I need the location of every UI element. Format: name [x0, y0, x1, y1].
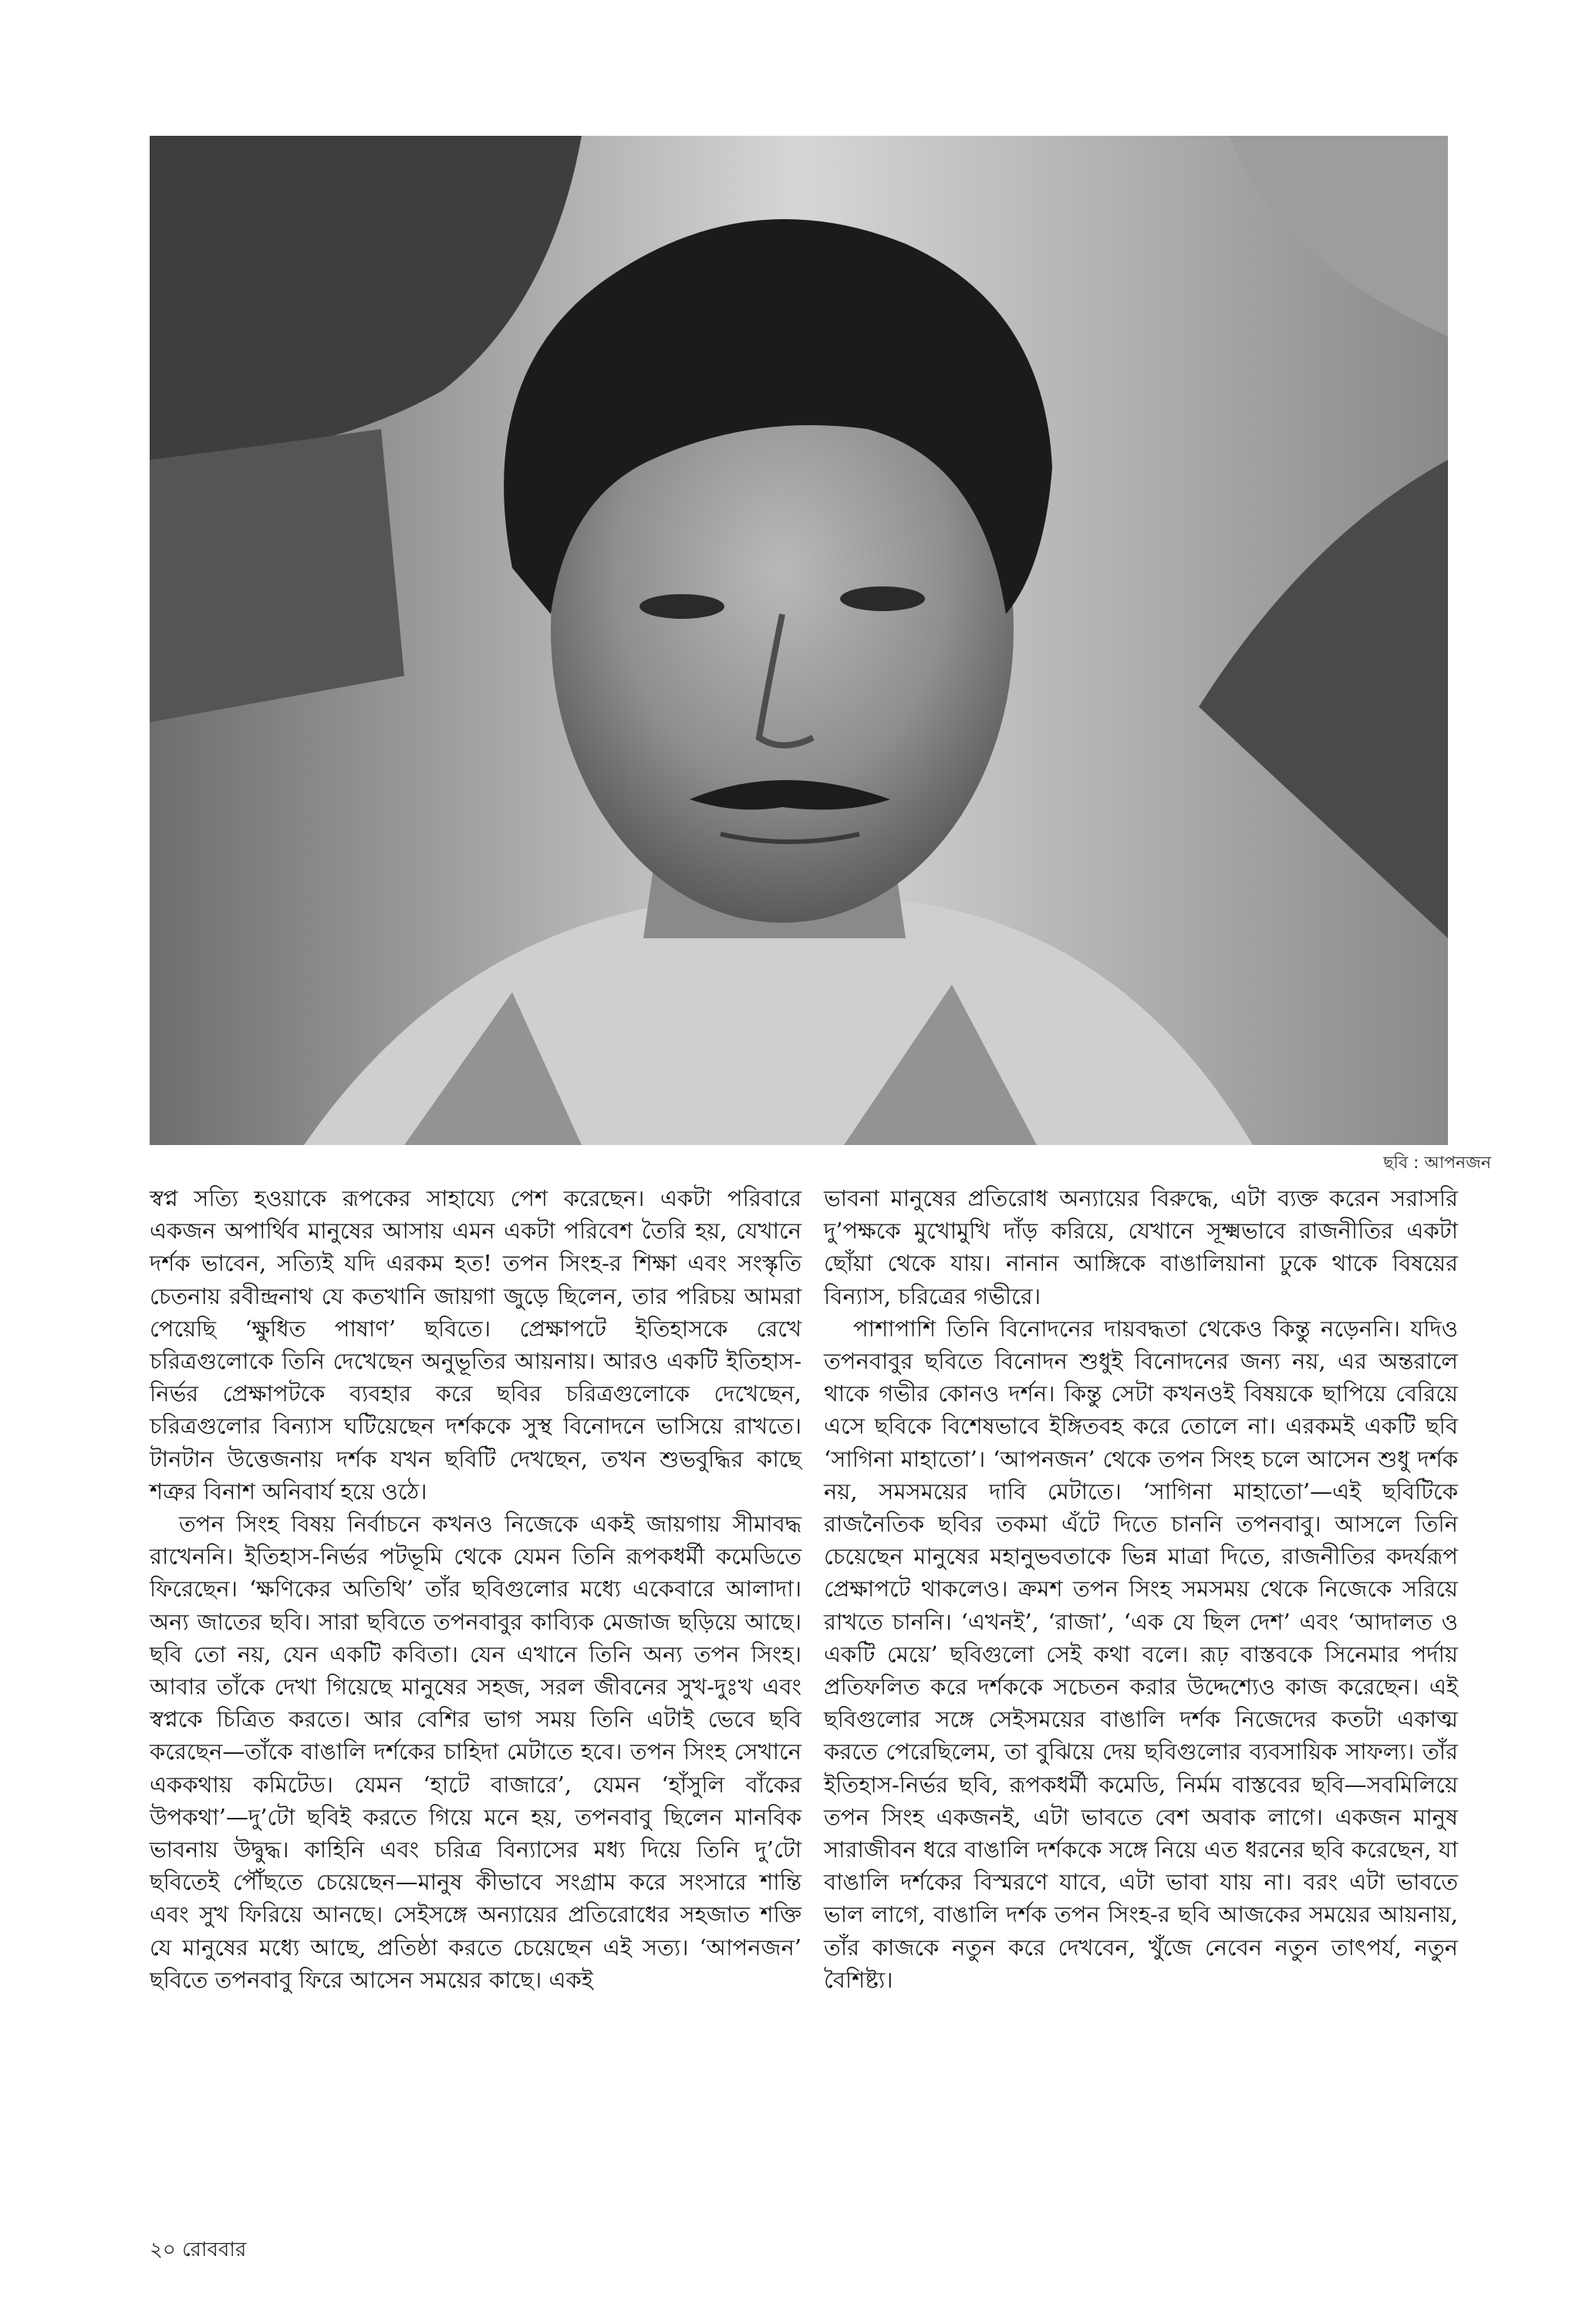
- article-column-left: [150, 1182, 801, 1996]
- article-paragraph: স্বপ্ন সত্যি হওয়াকে রূপকের সাহায্যে পেশ করেছেন। একটা পরিবারে একজন অপার্থিব মানুষের আসায় এমন একটা পরিবেশ তৈরি হয়, যেখানে দর্শক ভাবেন, সত্যিই যদি এরকম হত! তপন সিংহ-র শিক্ষা এবং সংস্কৃতি চেতনায় রবীন্দ্রনাথ যে কতখানি জায়গা জুড়ে ছিলেন, তার পরিচয় আমরা পেয়েছি ‘ক্ষুধিত পাষাণ’ ছবিতে। প্রেক্ষাপটে ইতিহাসকে রেখে চরিত্রগুলোকে তিনি দেখেছেন অনুভূতির আয়নায়। আরও একটি ইতিহাস-নির্ভর প্রেক্ষাপটকে ব্যবহার করে ছবির চরিত্রগুলোকে দেখেছেন, চরিত্রগুলোর বিন্যাস ঘটিয়েছেন দর্শককে সুস্থ বিনোদনে ভাসিয়ে রাখতে। টানটান উত্তেজনায় দর্শক যখন ছবিটি দেখছেন, তখন শুভবুদ্ধির কাছে শত্রুর বিনাশ অনিবার্য হয়ে ওঠে।: [150, 1185, 801, 1505]
- article-column-right: [824, 1182, 1458, 1996]
- article-paragraph: পাশাপাশি তিনি বিনোদনের দায়বদ্ধতা থেকেও কিন্তু নড়েননি। যদিও তপনবাবুর ছবিতে বিনোদন শুধুই বিনোদনের জন্য নয়, এর অন্তরালে থাকে গভীর কোনও দর্শন। কিন্তু সেটা কখনওই বিষয়কে ছাপিয়ে বেরিয়ে এসে ছবিকে বিশেষভাবে ইঙ্গিতবহ করে তোলে না। এরকমই একটি ছবি ‘সাগিনা মাহাতো’। ‘আপনজন’ থেকে তপন সিংহ চলে আসেন শুধু দর্শক নয়, সমসময়ের দাবি মেটাতে। ‘সাগিনা মাহাতো’—এই ছবিটিকে রাজনৈতিক ছবির তকমা এঁটে দিতে চাননি তপনবাবু। আসলে তিনি চেয়েছেন মানুষের মহানুভবতাকে ভিন্ন মাত্রা দিতে, রাজনীতির কদর্যরূপ প্রেক্ষাপটে থাকলেও। ক্রমশ তপন সিংহ সমসময় থেকে নিজেকে সরিয়ে রাখতে চাননি। ‘এখনই’, ‘রাজা’, ‘এক যে ছিল দেশ’ এবং ‘আদালত ও একটি মেয়ে’ ছবিগুলো সেই কথা বলে। রূঢ় বাস্তবকে সিনেমার পর্দায় প্রতিফলিত করে দর্শককে সচেতন করার উদ্দেশ্যেও কাজ করেছেন। এই ছবিগুলোর সঙ্গে সেইসময়ের বাঙালি দর্শক নিজেদের কতটা একাত্ম করতে পেরেছিলেম, তা বুঝিয়ে দেয় ছবিগুলোর ব্যবসায়িক সাফল্য। তাঁর ইতিহাস-নির্ভর ছবি, রূপকধর্মী কমেডি, নির্মম বাস্তবের ছবি—সবমিলিয়ে তপন সিংহ একজনই, এটা ভাবতে বেশ অবাক লাগে। একজন মানুষ সারাজীবন ধরে বাঙালি দর্শককে সঙ্গে নিয়ে এত ধরনের ছবি করেছেন, যা বাঙালি দর্শকের বিস্মরণে যাবে, এটা ভাবা যায় না। বরং এটা ভাবতে ভাল লাগে, বাঙালি দর্শক তপন সিংহ-র ছবি আজকের সময়ের আয়নায়, তাঁর কাজকে নতুন করে দেখবেন, খুঁজে নেবেন নতুন তাৎপর্য, নতুন বৈশিষ্ট্য।: [824, 1315, 1458, 1993]
- article-paragraph: ভাবনা মানুষের প্রতিরোধ অন্যায়ের বিরুদ্ধে, এটা ব্যক্ত করেন সরাসরি দু’পক্ষকে মুখোমুখি দাঁড় করিয়ে, যেখানে সূক্ষ্মভাবে রাজনীতির একটা ছোঁয়া থেকে যায়। নানান আঙ্গিকে বাঙালিয়ানা ঢুকে থাকে বিষয়ের বিন্যাস, চরিত্রের গভীরে।: [824, 1185, 1458, 1309]
- page-folio: ২০ রোববার: [150, 2238, 247, 2262]
- article-paragraph: তপন সিংহ বিষয় নির্বাচনে কখনও নিজেকে একই জায়গায় সীমাবদ্ধ রাখেননি। ইতিহাস-নির্ভর পটভূমি থেকে যেমন তিনি রূপকধর্মী কমেডিতে ফিরেছেন। ‘ক্ষণিকের অতিথি’ তাঁর ছবিগুলোর মধ্যে একেবারে আলাদা। অন্য জাতের ছবি। সারা ছবিতে তপনবাবুর কাব্যিক মেজাজ ছড়িয়ে আছে। ছবি তো নয়, যেন একটি কবিতা। যেন এখানে তিনি অন্য তপন সিংহ। আবার তাঁকে দেখা গিয়েছে মানুষের সহজ, সরল জীবনের সুখ-দুঃখ এবং স্বপ্নকে চিত্রিত করতে। আর বেশির ভাগ সময় তিনি এটাই ভেবে ছবি করেছেন—তাঁকে বাঙালি দর্শকের চাহিদা মেটাতে হবে। তপন সিংহ সেখানে এককথায় কমিটেড। যেমন ‘হাটে বাজারে’, যেমন ‘হাঁসুলি বাঁকের উপকথা’—দু’টো ছবিই করতে গিয়ে মনে হয়, তপনবাবু ছিলেন মানবিক ভাবনায় উদ্বুদ্ধ। কাহিনি এবং চরিত্র বিন্যাসের মধ্য দিয়ে তিনি দু’টো ছবিতেই পৌঁছতে চেয়েছেন—মানুষ কীভাবে সংগ্রাম করে সংসারে শান্তি এবং সুখ ফিরিয়ে আনছে। সেইসঙ্গে অন্যায়ের প্রতিরোধের সহজাত শক্তি যে মানুষের মধ্যে আছে, প্রতিষ্ঠা করতে চেয়েছেন এই সত্য। ‘আপনজন’ ছবিতে তপনবাবু ফিরে আসেন সময়ের কাছে। একই: [150, 1511, 801, 1993]
- film-still-illustration: [150, 136, 1448, 1145]
- photo-caption: ছবি : আপনজন: [1383, 1154, 1491, 1173]
- film-still-photo: [150, 136, 1448, 1145]
